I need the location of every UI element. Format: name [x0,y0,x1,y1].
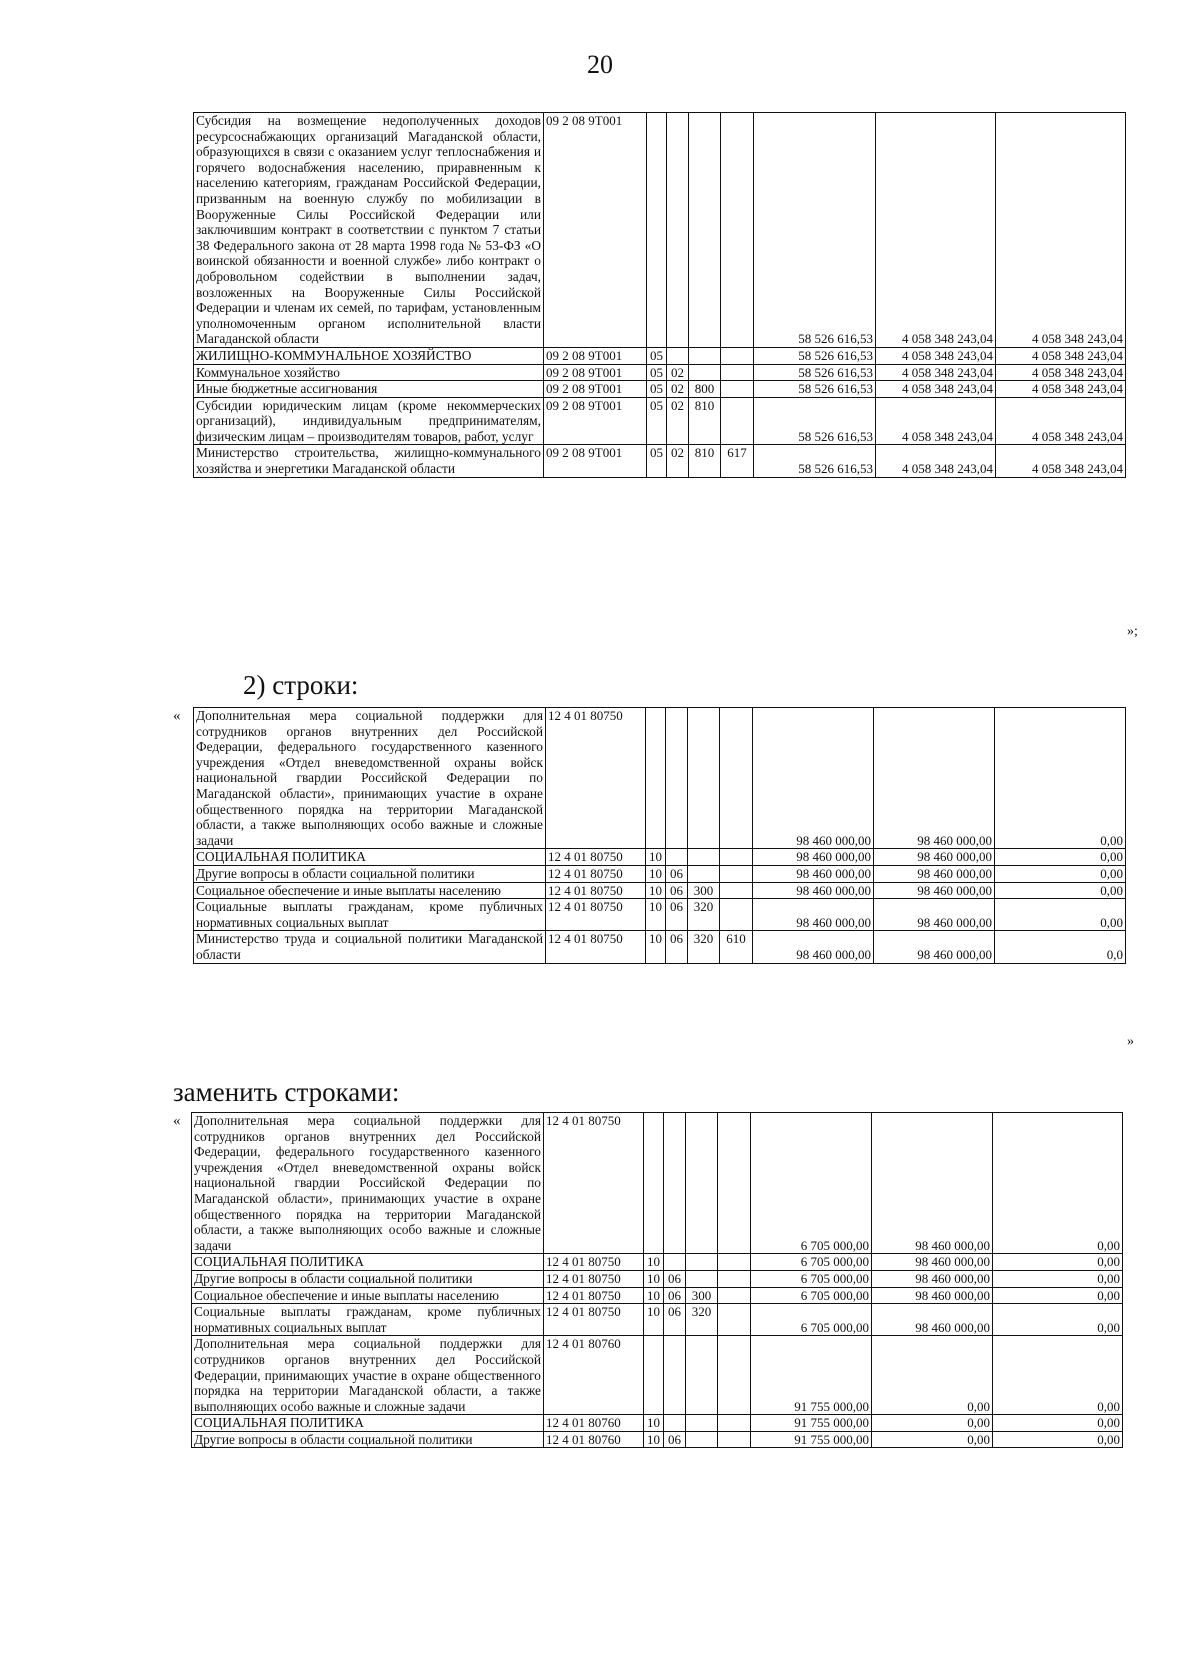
target-article-cell: 12 4 01 80750 [544,1254,644,1271]
amount-year1-cell: 98 460 000,00 [753,708,874,849]
section-cell: 10 [646,849,666,866]
amount-year3-cell: 0,00 [995,882,1126,899]
table-row [194,849,1126,866]
amount-year2-cell: 98 460 000,00 [874,899,995,931]
section-cell: 10 [644,1254,664,1271]
section-cell: 10 [644,1270,664,1287]
row-name-cell: Социальные выплаты гражданам, кроме публичных нормативных социальных выплат [194,899,546,931]
expense-type-cell: 300 [688,882,720,899]
expense-type-cell [686,1270,718,1287]
target-article-cell: 09 2 08 9Т001 [544,113,647,348]
section-cell: 05 [647,445,667,477]
section-cell [646,708,666,849]
expense-type-cell [686,1415,718,1432]
section-cell: 10 [646,899,666,931]
amount-year3-cell: 0,00 [995,849,1126,866]
subsection-cell [667,347,689,364]
section-cell: 10 [644,1431,664,1448]
amount-year2-cell: 98 460 000,00 [872,1254,993,1271]
target-article-cell: 12 4 01 80750 [546,899,646,931]
target-article-cell: 12 4 01 80750 [544,1304,644,1336]
amount-year1-cell: 6 705 000,00 [751,1270,872,1287]
subsection-cell: 06 [664,1431,686,1448]
amount-year3-cell: 4 058 348 243,04 [996,381,1126,398]
subsection-cell: 06 [664,1270,686,1287]
amount-year3-cell: 4 058 348 243,04 [996,113,1126,348]
budget-manager-cell: 610 [720,931,753,963]
amount-year3-cell: 0,00 [993,1431,1123,1448]
amount-year1-cell: 98 460 000,00 [753,882,874,899]
subsection-cell [664,1415,686,1432]
table-row [192,1113,1123,1254]
section-cell: 10 [646,931,666,963]
amount-year2-cell: 4 058 348 243,04 [876,445,996,477]
section-cell [644,1336,664,1415]
target-article-cell: 09 2 08 9Т001 [544,397,647,445]
amount-year2-cell: 98 460 000,00 [872,1113,993,1254]
expense-type-cell [688,708,720,849]
table-row [194,931,1126,963]
amount-year3-cell: 0,00 [993,1304,1123,1336]
table-row [194,113,1126,348]
budget-manager-cell [718,1336,751,1415]
amount-year3-cell: 0,00 [995,865,1126,882]
target-article-cell: 09 2 08 9Т001 [544,381,647,398]
table-row [192,1304,1123,1336]
budget-manager-cell [721,347,754,364]
row-name-cell: Социальное обеспечение и иные выплаты населению [192,1287,544,1304]
budget-manager-cell: 617 [721,445,754,477]
subsection-cell: 06 [664,1304,686,1336]
expense-type-cell [686,1113,718,1254]
budget-manager-cell [718,1270,751,1287]
expense-type-cell [689,364,721,381]
budget-manager-cell [720,899,753,931]
subsection-cell: 06 [666,931,688,963]
table-row [192,1287,1123,1304]
expense-type-cell: 300 [686,1287,718,1304]
amount-year3-cell: 0,00 [993,1254,1123,1271]
table-row [194,882,1126,899]
row-name-cell: Социальные выплаты гражданам, кроме публичных нормативных социальных выплат [192,1304,544,1336]
table-row [192,1415,1123,1432]
table-row [192,1270,1123,1287]
expense-type-cell [688,849,720,866]
target-article-cell: 12 4 01 80750 [546,865,646,882]
target-article-cell: 12 4 01 80750 [544,1287,644,1304]
amount-year3-cell: 0,00 [993,1287,1123,1304]
section-cell [644,1113,664,1254]
amount-year1-cell: 91 755 000,00 [751,1336,872,1415]
budget-manager-cell [721,381,754,398]
budget-manager-cell [720,849,753,866]
amount-year1-cell: 98 460 000,00 [753,931,874,963]
row-name-cell: СОЦИАЛЬНАЯ ПОЛИТИКА [192,1415,544,1432]
amount-year2-cell: 98 460 000,00 [872,1287,993,1304]
amount-year1-cell: 98 460 000,00 [753,899,874,931]
subsection-cell: 06 [666,899,688,931]
table-row [194,708,1126,849]
table-row [192,1431,1123,1448]
amount-year3-cell: 4 058 348 243,04 [996,397,1126,445]
amount-year2-cell: 98 460 000,00 [874,708,995,849]
amount-year2-cell: 4 058 348 243,04 [876,381,996,398]
row-name-cell: СОЦИАЛЬНАЯ ПОЛИТИКА [192,1254,544,1271]
amount-year1-cell: 6 705 000,00 [751,1304,872,1336]
amount-year1-cell: 6 705 000,00 [751,1287,872,1304]
amount-year1-cell: 6 705 000,00 [751,1254,872,1271]
table-row [192,1254,1123,1271]
row-name-cell: СОЦИАЛЬНАЯ ПОЛИТИКА [194,849,546,866]
table-row [194,347,1126,364]
subsection-cell [667,113,689,348]
table-row [194,899,1126,931]
row-name-cell: Дополнительная мера социальной поддержки для сотрудников органов внутренних дел Российской Федерации, принимающих участие в охране общественного порядка на территории Магаданской области, а также выполняющих особо важные и сложные задачи [192,1336,544,1415]
subsection-cell: 02 [667,397,689,445]
target-article-cell: 12 4 01 80750 [546,849,646,866]
target-article-cell: 12 4 01 80750 [544,1270,644,1287]
amount-year3-cell: 4 058 348 243,04 [996,347,1126,364]
budget-manager-cell [720,865,753,882]
row-name-cell: Другие вопросы в области социальной политики [192,1431,544,1448]
amount-year3-cell: 4 058 348 243,04 [996,445,1126,477]
amount-year2-cell: 98 460 000,00 [874,849,995,866]
row-name-cell: Другие вопросы в области социальной политики [192,1270,544,1287]
section-cell: 05 [647,347,667,364]
amount-year2-cell: 4 058 348 243,04 [876,364,996,381]
section-cell: 10 [644,1287,664,1304]
amount-year1-cell: 91 755 000,00 [751,1415,872,1432]
amount-year3-cell: 0,0 [995,931,1126,963]
table-row [194,445,1126,477]
target-article-cell: 12 4 01 80760 [544,1336,644,1415]
subsection-cell: 02 [667,364,689,381]
amount-year2-cell: 4 058 348 243,04 [876,347,996,364]
row-name-cell: Дополнительная мера социальной поддержки для сотрудников органов внутренних дел Российской Федерации, федерального государственного казенного учреждения «Отдел вневедомственной охраны войск национальной гвардии Российской Федерации по Магаданской области», принимающих участие в охране общественного порядка на территории Магаданской области, а также выполняющих особо важные и сложные задачи [194,708,546,849]
section-cell: 10 [644,1415,664,1432]
expense-type-cell: 320 [688,931,720,963]
budget-table-1 [193,112,1126,478]
expense-type-cell: 800 [689,381,721,398]
row-name-cell: Другие вопросы в области социальной политики [194,865,546,882]
row-name-cell: Иные бюджетные ассигнования [194,381,544,398]
amount-year2-cell: 98 460 000,00 [874,865,995,882]
amount-year3-cell: 0,00 [993,1270,1123,1287]
opening-quote-3: « [173,1113,181,1129]
budget-manager-cell [721,397,754,445]
section-cell: 05 [647,381,667,398]
table-row [194,397,1126,445]
section-cell: 10 [646,882,666,899]
amount-year1-cell: 6 705 000,00 [751,1113,872,1254]
table-row [192,1336,1123,1415]
amount-year3-cell: 0,00 [993,1113,1123,1254]
table-row [194,364,1126,381]
budget-manager-cell [720,708,753,849]
subsection-cell [664,1254,686,1271]
amount-year1-cell: 58 526 616,53 [754,347,876,364]
expense-type-cell: 810 [689,445,721,477]
target-article-cell: 12 4 01 80760 [544,1415,644,1432]
amount-year1-cell: 58 526 616,53 [754,113,876,348]
subsection-cell: 02 [667,445,689,477]
amount-year1-cell: 58 526 616,53 [754,445,876,477]
amount-year2-cell: 98 460 000,00 [874,931,995,963]
budget-manager-cell [721,113,754,348]
amount-year1-cell: 91 755 000,00 [751,1431,872,1448]
amount-year2-cell: 4 058 348 243,04 [876,397,996,445]
section-cell [647,113,667,348]
section-heading-replace: заменить строками: [173,1077,400,1107]
subsection-cell: 06 [664,1287,686,1304]
target-article-cell: 12 4 01 80760 [544,1431,644,1448]
amount-year1-cell: 58 526 616,53 [754,381,876,398]
amount-year3-cell: 0,00 [993,1415,1123,1432]
target-article-cell: 12 4 01 80750 [544,1113,644,1254]
budget-table-3 [191,1112,1123,1448]
closing-quote-2: » [1127,1034,1134,1049]
amount-year2-cell: 4 058 348 243,04 [876,113,996,348]
amount-year3-cell: 0,00 [993,1336,1123,1415]
amount-year2-cell: 98 460 000,00 [872,1270,993,1287]
expense-type-cell [689,113,721,348]
amount-year2-cell: 0,00 [872,1431,993,1448]
expense-type-cell: 320 [688,899,720,931]
target-article-cell: 12 4 01 80750 [546,882,646,899]
budget-manager-cell [721,364,754,381]
amount-year1-cell: 98 460 000,00 [753,865,874,882]
expense-type-cell [689,347,721,364]
budget-manager-cell [718,1113,751,1254]
amount-year3-cell: 0,00 [995,708,1126,849]
subsection-cell: 02 [667,381,689,398]
subsection-cell [664,1336,686,1415]
expense-type-cell [686,1336,718,1415]
budget-manager-cell [718,1415,751,1432]
amount-year2-cell: 98 460 000,00 [874,882,995,899]
target-article-cell: 09 2 08 9Т001 [544,445,647,477]
section-cell: 10 [646,865,666,882]
table-row [194,381,1126,398]
row-name-cell: Коммунальное хозяйство [194,364,544,381]
row-name-cell: Субсидия на возмещение недополученных доходов ресурсоснабжающих организаций Магаданской области, образующихся в связи с оказанием услуг теплоснабжения и горячего водоснабжения населению, приравненным к населению категориям, гражданам Российской Федерации, призванным на военную службу по мобилизации в Вооруженные Силы Российской Федерации или заключившим контракт в соответствии с пунктом 7 статьи 38 Федерального закона от 28 марта 1998 года № 53-ФЗ «О воинской обязанности и военной службе» либо контракт о добровольном содействии в выполнении задач, возложенных на Вооруженные Силы Российской Федерации и членам их семей, по тарифам, установленным уполномоченным органом исполнительной власти Магаданской области [194,113,544,348]
budget-manager-cell [718,1254,751,1271]
expense-type-cell [686,1431,718,1448]
amount-year2-cell: 98 460 000,00 [872,1304,993,1336]
amount-year2-cell: 0,00 [872,1336,993,1415]
subsection-cell [666,708,688,849]
target-article-cell: 12 4 01 80750 [546,931,646,963]
subsection-cell [664,1113,686,1254]
row-name-cell: ЖИЛИЩНО-КОММУНАЛЬНОЕ ХОЗЯЙСТВО [194,347,544,364]
budget-manager-cell [720,882,753,899]
expense-type-cell: 810 [689,397,721,445]
row-name-cell: Дополнительная мера социальной поддержки для сотрудников органов внутренних дел Российской Федерации, федерального государственного казенного учреждения «Отдел вневедомственной охраны войск национальной гвардии Российской Федерации по Магаданской области», принимающих участие в охране общественного порядка на территории Магаданской области, а также выполняющих особо важные и сложные задачи [192,1113,544,1254]
amount-year1-cell: 58 526 616,53 [754,397,876,445]
table-row [194,865,1126,882]
budget-manager-cell [718,1287,751,1304]
target-article-cell: 12 4 01 80750 [546,708,646,849]
row-name-cell: Социальное обеспечение и иные выплаты населению [194,882,546,899]
section-heading-rows: 2) строки: [243,670,359,700]
subsection-cell [666,849,688,866]
amount-year1-cell: 58 526 616,53 [754,364,876,381]
expense-type-cell: 320 [686,1304,718,1336]
budget-table-2 [193,707,1126,964]
section-cell: 05 [647,397,667,445]
budget-manager-cell [718,1431,751,1448]
row-name-cell: Министерство строительства, жилищно-коммунального хозяйства и энергетики Магаданской области [194,445,544,477]
target-article-cell: 09 2 08 9Т001 [544,364,647,381]
amount-year1-cell: 98 460 000,00 [753,849,874,866]
opening-quote-2: « [173,708,181,724]
page-number: 20 [587,50,613,79]
amount-year3-cell: 4 058 348 243,04 [996,364,1126,381]
expense-type-cell [688,865,720,882]
expense-type-cell [686,1254,718,1271]
section-cell: 10 [644,1304,664,1336]
subsection-cell: 06 [666,865,688,882]
section-cell: 05 [647,364,667,381]
closing-quote-1: »; [1127,624,1138,639]
amount-year2-cell: 0,00 [872,1415,993,1432]
row-name-cell: Министерство труда и социальной политики Магаданской области [194,931,546,963]
budget-manager-cell [718,1304,751,1336]
target-article-cell: 09 2 08 9Т001 [544,347,647,364]
amount-year3-cell: 0,00 [995,899,1126,931]
subsection-cell: 06 [666,882,688,899]
row-name-cell: Субсидии юридическим лицам (кроме некоммерческих организаций), индивидуальным предпринимателям, физическим лицам – производителям товаров, работ, услуг [194,397,544,445]
